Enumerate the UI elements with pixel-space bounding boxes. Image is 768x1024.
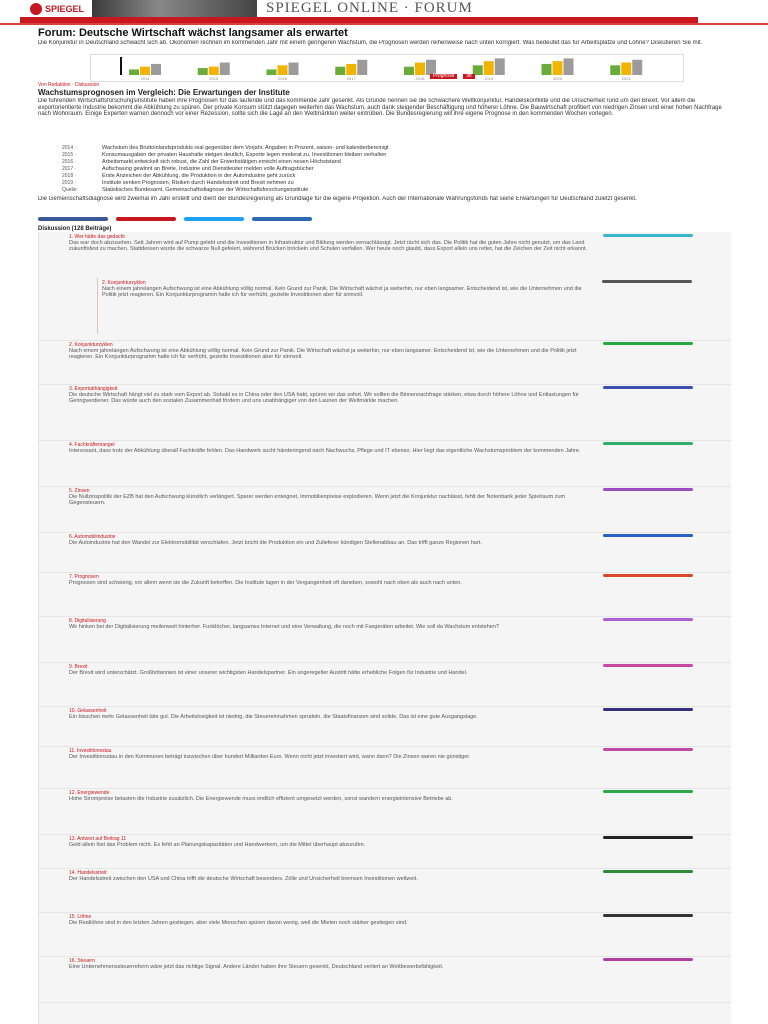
stats-row bbox=[62, 173, 722, 180]
comment-author[interactable]: 15. Löhne bbox=[69, 914, 92, 920]
comment-author[interactable]: 14. Handelsstreit bbox=[69, 870, 107, 876]
header-photo bbox=[92, 0, 257, 17]
comment-rating-bar bbox=[603, 488, 693, 491]
stats-row-text: Wachstum des Bruttoinlandsprodukts real gegenüber dem Vorjahr, Angaben in Prozent, saison- und kalenderbereinigt bbox=[102, 145, 389, 151]
stats-row bbox=[62, 159, 722, 166]
stats-row-label: 2014 · bbox=[62, 145, 77, 151]
comment-item bbox=[39, 232, 731, 341]
chart-bar bbox=[220, 63, 230, 75]
comment-rating-bar bbox=[603, 386, 693, 389]
comment-author[interactable]: 1. Wer hätte das gedacht bbox=[69, 234, 125, 240]
chart-category-label: 2015 bbox=[209, 76, 219, 81]
chart-legend-item: Prognose bbox=[430, 74, 457, 79]
comment-rating-bar bbox=[603, 618, 693, 621]
chart-bar bbox=[278, 65, 288, 75]
share-row bbox=[38, 217, 438, 223]
logo-text: SPIEGEL bbox=[45, 3, 85, 14]
twitter-share-button[interactable] bbox=[184, 217, 244, 221]
comment-author[interactable]: 6. Automobilindustrie bbox=[69, 534, 116, 540]
comment-item bbox=[39, 384, 731, 441]
chart-bar bbox=[415, 63, 425, 75]
comment-item bbox=[39, 532, 731, 573]
comment-body: Die Nullzinspolitik der EZB hat den Aufschwung künstlich verlängert. Sparer werden enteignet, Immobilienpreise explodieren. Wenn jetzt die Konjunktur nachlässt, fehlt der Notenbank jeder Spielraum zum Gegensteuern. bbox=[69, 494, 566, 506]
chart-bar bbox=[484, 61, 494, 75]
comment-author[interactable]: 8. Digitalisierung bbox=[69, 618, 106, 624]
stats-row-label: 2017 · bbox=[62, 166, 77, 172]
chart-bar bbox=[564, 58, 574, 75]
comment-author[interactable]: 10. Gelassenheit bbox=[69, 708, 107, 714]
comment-author[interactable]: 11. Investitionsstau bbox=[69, 748, 112, 754]
stats-row-text: Institute senken Prognosen, Risiken durch Handelsstreit und Brexit nehmen zu bbox=[102, 180, 294, 186]
comment-author[interactable]: 4. Fachkräftemangel bbox=[69, 442, 115, 448]
comment-item bbox=[39, 572, 731, 617]
comment-body: Interessant, dass trotz der Abkühlung überall Fachkräfte fehlen. Das Handwerk sucht händeringend nach Nachwuchs, Pflege und IT ebenso. Hier liegt das eigentliche Wachstumsproblem der kommenden Jahre. bbox=[69, 448, 581, 454]
comment-body: Der Brexit wird unterschätzt. Großbritannien ist einer unserer wichtigsten Handelspartner. Ein ungeregelter Austritt hätte erhebliche Folgen für Industrie und Handel. bbox=[69, 670, 468, 676]
comment-rating-bar bbox=[603, 790, 693, 793]
comment-rating-bar bbox=[603, 958, 693, 961]
chart-bar bbox=[140, 67, 150, 75]
chart-bar bbox=[553, 61, 563, 75]
comment-rating-bar bbox=[603, 708, 693, 711]
stats-row-text: Konsumausgaben der privaten Haushalte steigen deutlich, Exporte legen moderat zu, Investitionen bleiben verhalten bbox=[102, 152, 387, 158]
chart-category-label: 2017 bbox=[346, 76, 356, 81]
chart-bar bbox=[346, 64, 356, 75]
comments-heading: Diskussion (128 Beiträge) bbox=[38, 226, 112, 232]
chart-bar bbox=[289, 63, 299, 75]
comment-list bbox=[38, 232, 731, 1024]
comment-rating-bar bbox=[603, 442, 693, 445]
comment-body: Das war doch abzusehen. Seit Jahren wird auf Pump gelebt und die Investitionen in Infrastruktur und Bildung werden vernachlässigt. Jetzt rächt sich das. Die Politik hat die guten Jahre nicht genutzt, um das Land zukunftsfest zu machen. Stattdessen wurde die schwarze Null gefeiert, während Brücken bröckeln und Schulen verfallen. Wer heute noch glaubt, dass Export allein uns rettet, hat die Zeichen der Zeit nicht erkannt. bbox=[69, 240, 588, 252]
comment-rating-bar bbox=[603, 836, 693, 839]
stats-row-text: Arbeitsmarkt entwickelt sich robust, die Zahl der Erwerbstätigen erreicht einen neuen Höchststand bbox=[102, 159, 341, 165]
nav-underline bbox=[0, 23, 768, 25]
reply-rating-bar bbox=[602, 280, 692, 283]
comment-item bbox=[39, 788, 731, 835]
article-headline: Forum: Deutsche Wirtschaft wächst langsamer als erwartet bbox=[38, 27, 348, 39]
comment-item bbox=[39, 616, 731, 663]
stats-row-text: Erste Anzeichen der Abkühlung, die Produktion in der Autoindustrie geht zurück bbox=[102, 173, 296, 179]
stats-row-label: 2019 · bbox=[62, 180, 77, 186]
stats-row-label: Quelle: bbox=[62, 187, 78, 193]
stats-row bbox=[62, 180, 722, 187]
comment-rating-bar bbox=[603, 574, 693, 577]
comment-body: Die deutsche Wirtschaft hängt viel zu stark vom Export ab. Sobald es in China oder den USA hakt, spüren wir das sofort. Wir sollten die Binnennachfrage stärken, etwa durch höhere Löhne und Entlastungen für Geringverdiener. Das würde auch den sozialen Zusammenhalt fördern und uns unabhängiger von den Launen der Weltmärkte machen. bbox=[69, 392, 579, 404]
comment-author[interactable]: 13. Antwort auf Beitrag 11 bbox=[69, 836, 127, 842]
article-lead: Die führenden Wirtschaftsforschungsinstitute haben ihre Prognosen für das laufende und das kommende Jahr gesenkt. Als Gründe nennen sie die schwächere Weltkonjunktur, Handelskonflikte und die Unsicherheit rund um den Brexit. Vor allem die exportorientierte Industrie bekommt die Abkühlung zu spüren. Der private Konsum stützt dagegen weiterhin das Wachstum, auch dank steigender Beschäftigung und höherer Löhne. Die Bauwirtschaft profitiert von niedrigen Zinsen und einer hohen Nachfrage nach Wohnraum. Einige Experten warnen dennoch vor einer Rezession, sollte sich die Lage an den Weltmärkten weiter eintrüben. Die Bundesregierung will ihre eigene Prognose in den kommenden Wochen vorlegen. bbox=[38, 98, 722, 117]
chart-bar bbox=[404, 67, 414, 75]
article-byline: Von Redaktion · Diskussion bbox=[38, 82, 100, 88]
comment-body: Die Reallöhne sind in den letzten Jahren gestiegen, aber viele Menschen spüren davon wenig, weil die Mieten noch stärker gestiegen sind. bbox=[69, 920, 408, 926]
comment-item bbox=[39, 706, 731, 747]
comment-item bbox=[39, 912, 731, 957]
reply-body: Nach einem jahrelangen Aufschwung ist eine Abkühlung völlig normal. Kein Grund zur Panik. Die Wirtschaft wächst ja weiterhin, nur eben langsamer. Entscheidend ist, wie die Unternehmen und die Politik jetzt reagieren. Ein Konjunkturprogramm halte ich für verfrüht, gezielte Investitionen aber für sinnvoll. bbox=[102, 286, 582, 298]
chart-bar bbox=[209, 67, 219, 75]
facebook-share-button[interactable] bbox=[38, 217, 108, 221]
comment-item bbox=[39, 746, 731, 789]
comment-author[interactable]: 5. Zinsen bbox=[69, 488, 90, 494]
comment-item bbox=[39, 868, 731, 913]
chart-bar bbox=[129, 69, 139, 75]
comment-item bbox=[39, 340, 731, 385]
stats-row-label: 2015 · bbox=[62, 152, 77, 158]
comment-item bbox=[39, 662, 731, 707]
chart-category-label: 2019 bbox=[484, 76, 494, 81]
comment-item bbox=[39, 440, 731, 487]
chart-bar bbox=[357, 60, 367, 75]
comment-author[interactable]: 12. Energiewende bbox=[69, 790, 110, 796]
comment-rating-bar bbox=[603, 234, 693, 237]
comment-author[interactable]: 2. Konjunkturzyklen bbox=[69, 342, 113, 348]
masthead: SPIEGEL ONLINE · FORUM bbox=[266, 0, 473, 16]
comment-body: Geld allein löst das Problem nicht. Es fehlt an Planungskapazitäten und Handwerkern, um die Mittel überhaupt abzurufen. bbox=[69, 842, 366, 848]
comment-body: Prognosen sind schwierig, vor allem wenn sie die Zukunft betreffen. Die Institute lagen in der Vergangenheit oft daneben, sowohl nach oben als auch nach unten. bbox=[69, 580, 462, 586]
comment-rating-bar bbox=[603, 534, 693, 537]
stats-row bbox=[62, 166, 722, 173]
chart-category-label: 2018 bbox=[415, 76, 425, 81]
chart-bar bbox=[632, 60, 642, 75]
stats-row-text: Statistisches Bundesamt, Gemeinschaftsdiagnose der Wirtschaftsforschungsinstitute bbox=[102, 187, 309, 193]
comment-body: Der Investitionsstau in den Kommunen beträgt inzwischen über hundert Milliarden Euro. Wenn nicht jetzt investiert wird, wann dann? Die Zinsen waren nie günstiger. bbox=[69, 754, 471, 760]
section-title: Wachstumsprognosen im Vergleich: Die Erwartungen der Institute bbox=[38, 88, 290, 97]
chart-bar bbox=[151, 64, 161, 75]
stats-row bbox=[62, 187, 722, 194]
stats-row-label: 2016 · bbox=[62, 159, 77, 165]
comment-rating-bar bbox=[603, 664, 693, 667]
reply-author[interactable]: 2. Konjunkturzyklen bbox=[102, 280, 146, 286]
article-deck: Die Konjunktur in Deutschland schwächt sich ab. Ökonomen rechnen im kommenden Jahr mit einem geringeren Wachstum, die Prognosen werden reihenweise nach unten korrigiert. Was bedeutet das für Arbeitsplätze und Löhne? Diskutieren Sie mit. bbox=[38, 40, 703, 46]
chart-category-label: 2020 bbox=[553, 76, 562, 81]
chart-category-label: 2021 bbox=[621, 76, 631, 81]
logo-mark-icon bbox=[30, 3, 42, 15]
chart-category-label: 2016 bbox=[278, 76, 287, 81]
comment-author[interactable]: 16. Steuern bbox=[69, 958, 95, 964]
stats-row bbox=[62, 145, 722, 152]
stats-table bbox=[62, 145, 722, 195]
comment-rating-bar bbox=[603, 914, 693, 917]
stats-row-label: 2018 · bbox=[62, 173, 77, 179]
comment-body: Der Handelsstreit zwischen den USA und China trifft die deutsche Wirtschaft besonders. Zölle und Unsicherheit bremsen Investitionen weltweit. bbox=[69, 876, 418, 882]
stats-row-text: Aufschwung gewinnt an Breite, Industrie und Dienstleister melden volle Auftragsbücher bbox=[102, 166, 314, 172]
stats-row bbox=[62, 152, 722, 159]
comment-item bbox=[39, 834, 731, 869]
site-logo[interactable] bbox=[30, 2, 90, 16]
link-share-button[interactable] bbox=[252, 217, 312, 221]
chart-category-label: 2014 bbox=[140, 76, 150, 81]
chart-bar bbox=[267, 69, 277, 75]
email-share-button[interactable] bbox=[116, 217, 176, 221]
comment-author[interactable]: 9. Brexit bbox=[69, 664, 88, 670]
chart-bar bbox=[335, 67, 345, 75]
comment-body: Eine Unternehmenssteuerreform wäre jetzt das richtige Signal. Andere Länder haben ihre Steuern gesenkt, Deutschland verliert an Wettbewerbsfähigkeit. bbox=[69, 964, 444, 970]
article-paragraph: Die Gemeinschaftsdiagnose wird zweimal im Jahr erstellt und dient der Bundesregierung als Grundlage für die eigene Projektion. Auch der Internationale Währungsfonds hat seine Erwartungen für Deutschland zuletzt gesenkt. bbox=[38, 196, 637, 202]
nested-reply bbox=[97, 278, 698, 334]
chart-bar bbox=[198, 68, 208, 75]
comment-rating-bar bbox=[603, 748, 693, 751]
chart-legend-item: Ist bbox=[463, 74, 474, 79]
comment-rating-bar bbox=[603, 870, 693, 873]
comment-rating-bar bbox=[603, 342, 693, 345]
comment-body: Hohe Strompreise belasten die Industrie zusätzlich. Die Energiewende muss endlich effizient umgesetzt werden, sonst wandern energieintensive Betriebe ab. bbox=[69, 796, 453, 802]
chart-bar bbox=[495, 58, 505, 75]
chart-legend bbox=[430, 74, 670, 80]
comment-item bbox=[39, 956, 731, 1003]
comment-body: Die Autoindustrie hat den Wandel zur Elektromobilität verschlafen. Jetzt bricht die Produktion ein und Zulieferer kündigen Stellenabbau an. Das trifft ganze Regionen hart. bbox=[69, 540, 482, 546]
comment-author[interactable]: 3. Exportabhängigkeit bbox=[69, 386, 118, 392]
comment-body: Nach einem jahrelangen Aufschwung ist eine Abkühlung völlig normal. Kein Grund zur Panik. Die Wirtschaft wächst ja weiterhin, nur eben langsamer. Entscheidend ist, wie die Unternehmen und die Politik jetzt reagieren. Ein Konjunkturprogramm halte ich für verfrüht, gezielte Investitionen aber für sinnvoll. bbox=[69, 348, 577, 360]
comment-author[interactable]: 7. Prognosen bbox=[69, 574, 99, 580]
comment-item bbox=[39, 486, 731, 533]
comment-body: Ein bisschen mehr Gelassenheit täte gut. Die Arbeitslosigkeit ist niedrig, die Steuereinnahmen sprudeln, die Staatsfinanzen sind solide. Das ist eine gute Ausgangslage. bbox=[69, 714, 478, 720]
comment-body: Wir hinken bei der Digitalisierung meilenweit hinterher. Funklöcher, langsames Internet und eine Verwaltung, die noch mit Faxgeräten arbeitet. Wie soll da Wachstum entstehen? bbox=[69, 624, 499, 630]
